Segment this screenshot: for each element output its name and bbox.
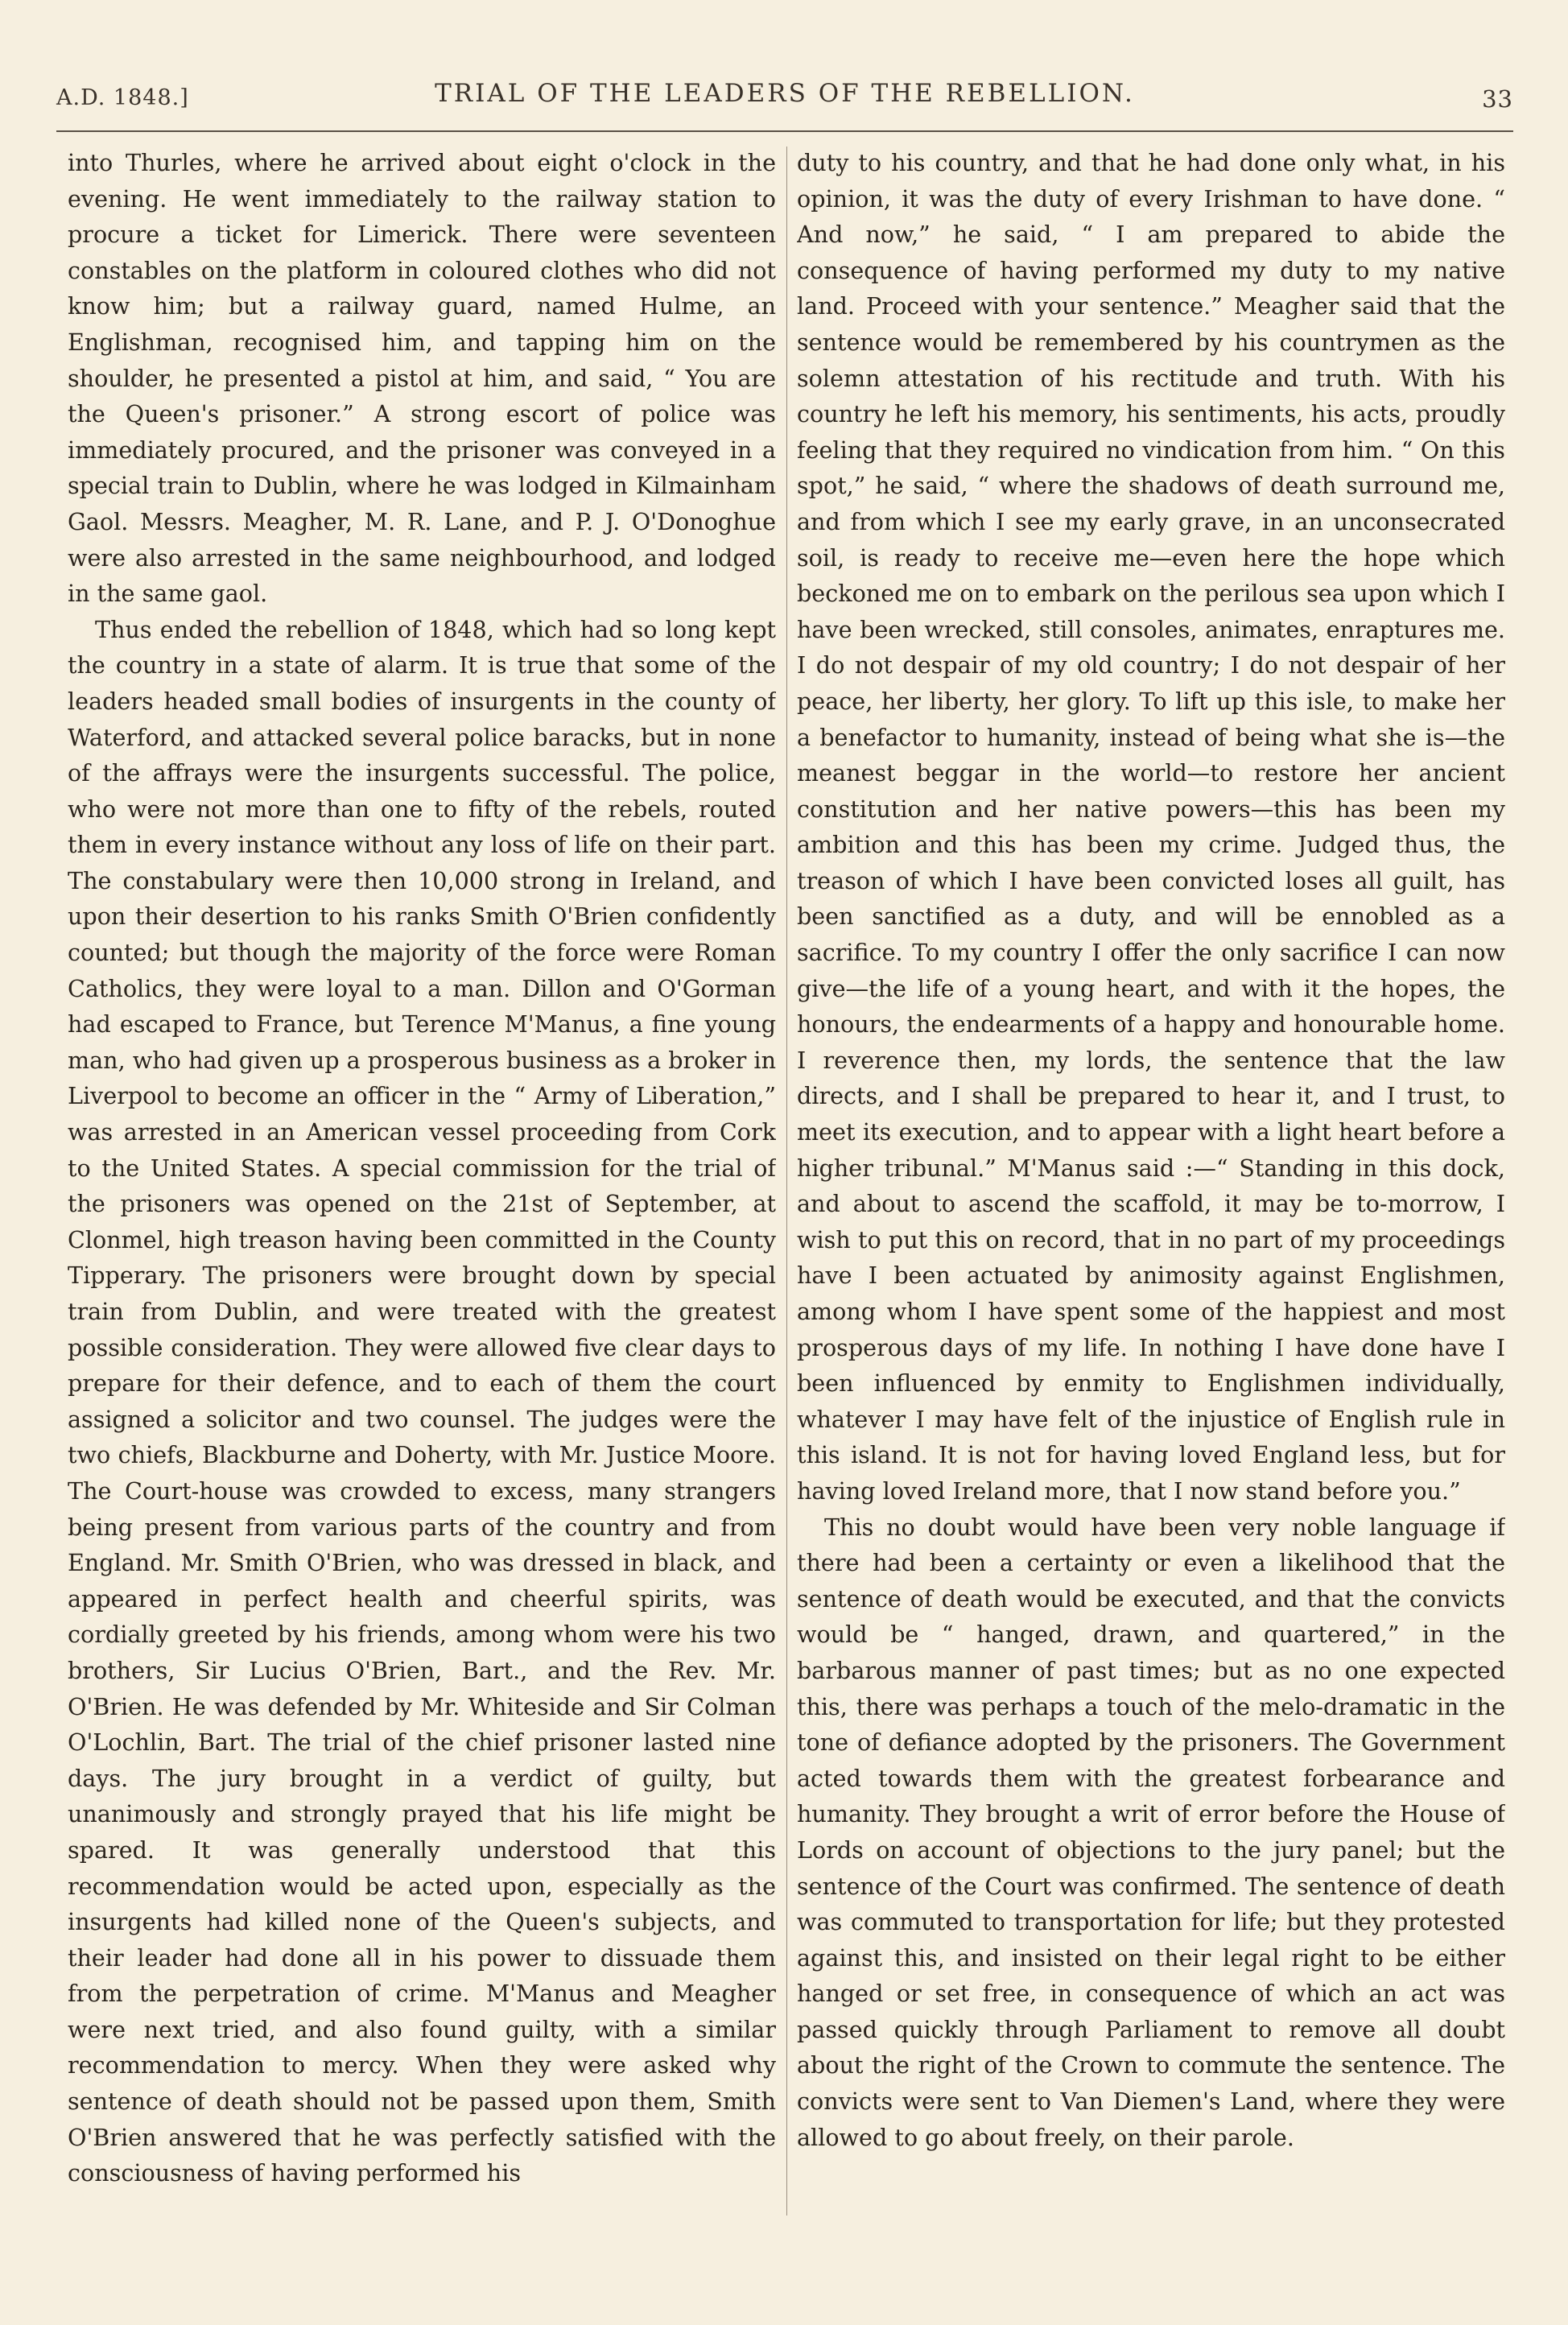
paragraph: This no doubt would have been very noble language if there had been a certainty or even a likelihood that the sentence of death would be executed, and that the convicts would be “ hanged, drawn, and quartered,” in the barbarous manner of past times; but as no one expected this, there was perhaps a touch of the melo-dramatic in the tone of defiance adopted by the prisoners. The Government acted towards them with the greatest forbearance and humanity. They brought a writ of error before the House of Lords on account of objections to the jury panel; but the sentence of the Court was confirmed. The sentence of death was commuted to transportation for life; but they protested against this, and insisted on their legal right to be either hanged or set free, in consequence of which an act was passed quickly through Parliament to remove all doubt about the right of the Crown to commute the sentence. The convicts were sent to Van Diemen's Land, where they were allowed to go about freely, on their parole. — [797, 1513, 1505, 2151]
right-column — [797, 145, 1505, 2222]
paragraph: Thus ended the rebellion of 1848, which had so long kept the country in a state of alarm. It is true that some of the leaders headed small bodies of insurgents in the county of Waterford, and attacked several police baracks, but in none of the affrays were the insurgents successful. The police, who were not more than one to fifty of the rebels, routed them in every instance without any loss of life on their part. The constabulary were then 10,000 strong in Ireland, and upon their desertion to his ranks Smith O'Brien confidently counted; but though the majority of the force were Roman Catholics, they were loyal to a man. Dillon and O'Gorman had escaped to France, but Terence M'Manus, a fine young man, who had given up a prosperous business as a broker in Liverpool to become an officer in the “ Army of Liberation,” was arrested in an American vessel proceeding from Cork to the United States. A special commission for the trial of the prisoners was opened on the 21st of September, at Clonmel, high treason having been committed in the County Tipperary. The prisoners were brought down by special train from Dublin, and were treated with the greatest possible consideration. They were allowed five clear days to prepare for their defence, and to each of them the court assigned a solicitor and two counsel. The judges were the two chiefs, Blackburne and Doherty, with Mr. Justice Moore. The Court-house was crowded to excess, many strangers being present from various parts of the country and from England. Mr. Smith O'Brien, who was dressed in black, and appeared in perfect health and cheerful spirits, was cordially greeted by his friends, among whom were his two brothers, Sir Lucius O'Brien, Bart., and the Rev. Mr. O'Brien. He was defended by Mr. Whiteside and Sir Colman O'Lochlin, Bart. The trial of the chief prisoner lasted nine days. The jury brought in a verdict of guilty, but unanimously and strongly prayed that his life might be spared. It was generally understood that this recommendation would be acted upon, especially as the insurgents had killed none of the Queen's subjects, and their leader had done all in his power to dissuade them from the perpetration of crime. M'Manus and Meagher were next tried, and also found guilty, with a similar recommendation to mercy. When they were asked why sentence of death should not be passed upon them, Smith O'Brien answered that he was perfectly satisfied with the consciousness of having performed his — [68, 615, 776, 2187]
header-title: TRIAL OF THE LEADERS OF THE REBELLION. — [435, 79, 1135, 108]
page-number: 33 — [1482, 85, 1513, 113]
header-rule — [56, 130, 1513, 132]
paragraph: duty to his country, and that he had done only what, in his opinion, it was the duty of every Irishman to have done. “ And now,” he said, “ I am prepared to abide the consequence of having performed my duty to my native land. Proceed with your sentence.” Meagher said that the sentence would be remembered by his countrymen as the solemn attestation of his rectitude and truth. With his country he left his memory, his sentiments, his acts, proudly feeling that they required no vindication from him. “ On this spot,” he said, “ where the shadows of death surround me, and from which I see my early grave, in an unconsecrated soil, is ready to receive me—even here the hope which beckoned me on to embark on the perilous sea upon which I have been wrecked, still consoles, animates, enraptures me. I do not despair of my old country; I do not despair of her peace, her liberty, her glory. To lift up this isle, to make her a benefactor to humanity, instead of being what she is—the meanest beggar in the world—to restore her ancient constitution and her native powers—this has been my ambition and this has been my crime. Judged thus, the treason of which I have been convicted loses all guilt, has been sanctified as a duty, and will be ennobled as a sacrifice. To my country I offer the only sacrifice I can now give—the life of a young heart, and with it the hopes, the honours, the endearments of a happy and honourable home. I reverence then, my lords, the sentence that the law directs, and I shall be prepared to hear it, and I trust, to meet its execution, and to appear with a light heart before a higher tribunal.” M'Manus said :—“ Standing in this dock, and about to ascend the scaffold, it may be to-morrow, I wish to put this on record, that in no part of my proceedings have I been actuated by animosity against Englishmen, among whom I have spent some of the happiest and most prosperous days of my life. In nothing I have done have I been influenced by enmity to Englishmen individually, whatever I may have felt of the injustice of English rule in this island. It is not for having loved England less, but for having loved Ireland more, that I now stand before you.” — [797, 149, 1505, 1505]
paragraph: into Thurles, where he arrived about eight o'clock in the evening. He went immediately to the railway station to procure a ticket for Limerick. There were seventeen constables on the platform in coloured clothes who did not know him; but a railway guard, named Hulme, an Englishman, recognised him, and tapping him on the shoulder, he presented a pistol at him, and said, “ You are the Queen's prisoner.” A strong escort of police was immediately procured, and the prisoner was conveyed in a special train to Dublin, where he was lodged in Kilmainham Gaol. Messrs. Meagher, M. R. Lane, and P. J. O'Donoghue were also arrested in the same neighbourhood, and lodged in the same gaol. — [68, 149, 776, 608]
header-date: A.D. 1848.] — [56, 85, 189, 110]
column-divider — [786, 147, 787, 2216]
running-header — [56, 79, 1513, 121]
left-column — [68, 145, 776, 2222]
